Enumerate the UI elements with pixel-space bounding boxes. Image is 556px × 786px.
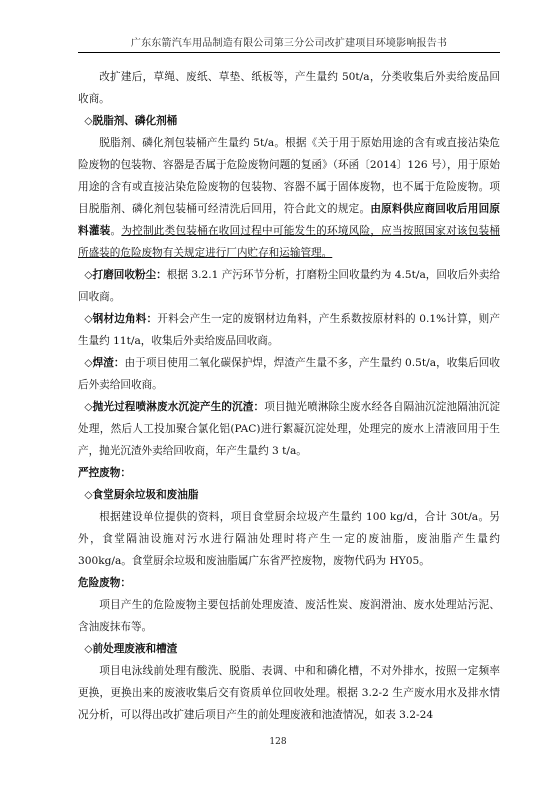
paragraph-slag xyxy=(78,352,500,396)
degrease-bold-text: 由原料供应商回收后用回原料灌装 xyxy=(78,203,500,237)
paragraph-degrease-drums xyxy=(78,132,500,264)
heading-pretreatment-waste: ◇前处理废液和槽渣 xyxy=(84,643,178,655)
scrap-text: 开料会产生一定的废钢材边角料，产生系数按原材料的 0.1%计算，则产生量约 11t/a，收集后外卖给废品回收商。 xyxy=(78,313,501,347)
paragraph-dust xyxy=(78,264,500,308)
paragraph-scrap xyxy=(78,308,500,352)
heading-dust: ◇打磨回收粉尘： xyxy=(84,269,167,281)
heading-kitchen-waste: ◇食堂厨余垃圾和废油脂 xyxy=(84,489,199,501)
degrease-text: 脱脂剂、磷化剂包装桶产生量约 5t/a。根据《关于用于原始用途的含有或直接沾染危险废物的包装物、容器是否属于危险废物问题的复函》（环函〔2014〕126 号），用于原始用途的含有或直接沾染危险废物的包装物、容器不属于固体废物，也不属于危险废物。项目脱脂剂、磷化剂包装桶可经清洗后回用，符合此文的规定。 xyxy=(78,137,500,215)
paragraph-intro: 改扩建后，草绳、废纸、草垫、纸板等，产生量约 50t/a，分类收集后外卖给废品回收商。 xyxy=(78,71,500,105)
dust-text: 根据 3.2.1 产污环节分析，打磨粉尘回收量约为 4.5t/a，回收后外卖给回收商。 xyxy=(78,269,500,303)
paragraph-polish xyxy=(78,396,500,462)
heading-hazardous-waste: 危险废物： xyxy=(78,577,131,589)
polish-text: 项目抛光喷淋除尘废水经各自隔油沉淀池隔油沉淀处理，然后人工投加聚合氯化铝(PAC)进行絮凝沉淀处理，处理完的废水上清液回用于生产，抛光沉渣外卖给回收商，年产生量约 3 t/a。 xyxy=(78,401,500,457)
page-number: 128 xyxy=(269,737,287,747)
paragraph-hazardous-waste: 项目产生的危险废物主要包括前处理废渣、废活性炭、废润滑油、废水处理站污泥、含油废抹布等。 xyxy=(78,599,500,633)
heading-degrease-drums: ◇脱脂剂、磷化剂桶 xyxy=(84,115,178,127)
running-header: 广东东箭汽车用品制造有限公司第三分公司改扩建项目环境影响报告书 xyxy=(78,34,500,53)
paragraph-kitchen-waste: 根据建设单位提供的资料，项目食堂厨余垃圾产生量约 100 kg/d，合计 30t/a。另外，食堂隔油设施对污水进行隔油处理时将产生一定的废油脂，废油脂产生量约 300kg/a。食堂厨余垃圾和废油脂属广东省严控废物，废物代码为 HY05。 xyxy=(78,511,500,567)
heading-slag: ◇焊渣： xyxy=(84,357,125,369)
document-body xyxy=(78,66,500,726)
degrease-period: 。 xyxy=(110,225,122,237)
heading-controlled-waste: 严控废物： xyxy=(78,467,131,479)
paragraph-pretreatment-waste: 项目电泳线前处理有酸洗、脱脂、表调、中和和磷化槽，不对外排水，按照一定频率更换，更换出来的废液收集后交有资质单位回收处理。根据 3.2-2 生产废水用水及排水情况分析，可以得出改扩建后项目产生的前处理废液和池渣情况，如表 3.2-24 xyxy=(78,665,500,721)
heading-polish: ◇抛光过程喷淋废水沉淀产生的沉渣： xyxy=(84,401,265,413)
slag-text: 由于项目使用二氧化碳保护焊，焊渣产生量不多，产生量约 0.5t/a，收集后回收后外卖给回收商。 xyxy=(78,357,500,391)
degrease-underline-text: 为控制此类包装桶在收回过程中可能发生的环境风险，应当按照国家对该包装桶所盛装的危险废物有关规定进行厂内贮存和运输管理。 xyxy=(78,225,501,259)
heading-scrap: ◇钢材边角料： xyxy=(84,313,158,325)
